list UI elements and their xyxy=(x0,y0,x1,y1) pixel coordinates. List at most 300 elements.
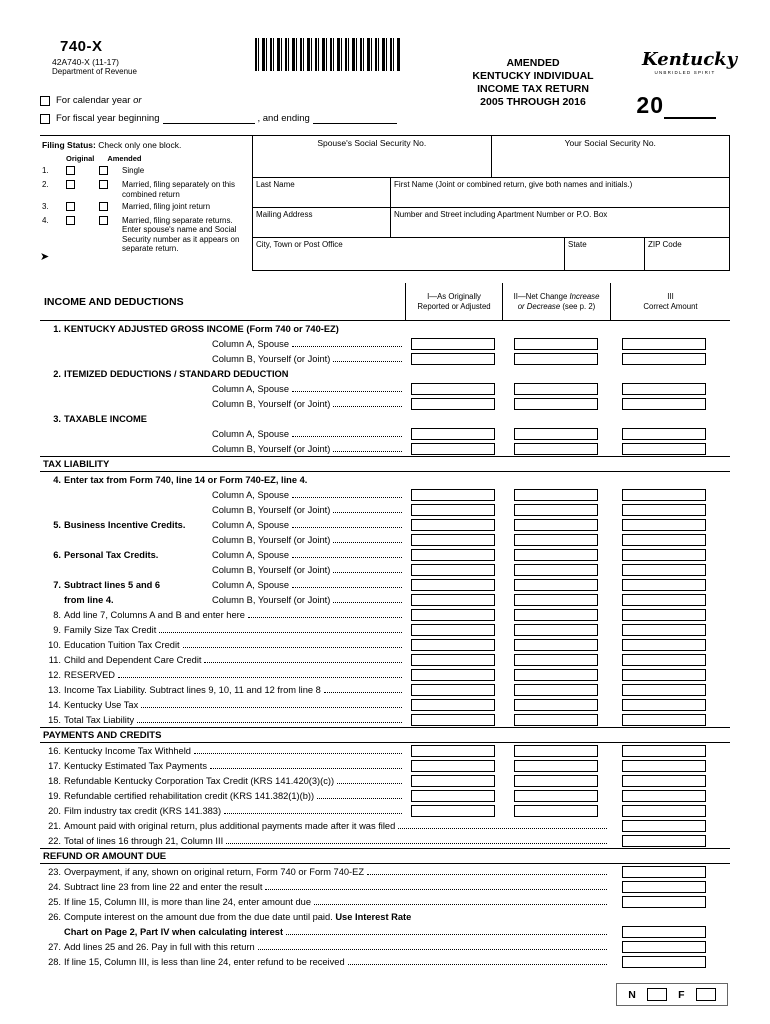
amount-box-col3[interactable] xyxy=(622,835,706,847)
amount-box-col2[interactable] xyxy=(514,654,598,666)
filing-status-heading-bold: Filing Status: xyxy=(42,140,96,150)
form-line-row xyxy=(40,502,730,517)
calendar-year-label: For calendar year xyxy=(56,95,134,106)
amount-slot xyxy=(610,835,730,847)
title-line-2: KENTUCKY INDIVIDUAL xyxy=(472,70,594,82)
form-line-row xyxy=(40,381,730,396)
amount-box-col1[interactable] xyxy=(411,398,495,410)
form-line-row xyxy=(40,667,730,682)
amount-slot xyxy=(610,398,730,410)
dot-leader xyxy=(137,722,402,723)
amount-slot xyxy=(610,594,730,606)
amount-box-col1[interactable] xyxy=(411,534,495,546)
amount-box-col3[interactable] xyxy=(622,820,706,832)
amount-box-col2[interactable] xyxy=(514,579,598,591)
fiscal-year-checkbox[interactable] xyxy=(40,114,50,124)
fiscal-end-input[interactable] xyxy=(313,114,397,124)
amount-box-col2[interactable] xyxy=(514,624,598,636)
dot-leader xyxy=(118,677,402,678)
line-number: 16. xyxy=(48,745,61,756)
dot-leader xyxy=(292,497,402,498)
amount-box-col1[interactable] xyxy=(411,353,495,365)
state-field[interactable] xyxy=(564,238,644,271)
n-input-box[interactable] xyxy=(647,988,667,1001)
form-line-row xyxy=(40,894,730,909)
line-text: Add line 7, Columns A and B and enter here xyxy=(64,609,245,620)
amount-slot xyxy=(502,699,610,711)
section-band xyxy=(40,848,730,864)
amount-slot xyxy=(610,579,730,591)
amount-box-col1[interactable] xyxy=(411,443,495,455)
checkbox-cell xyxy=(56,202,89,213)
column2-decrease: or Decrease xyxy=(517,301,561,311)
zip-field[interactable] xyxy=(644,238,729,271)
amount-box-col3[interactable] xyxy=(622,353,706,365)
form-line-row xyxy=(40,622,730,637)
amount-slot xyxy=(610,881,730,893)
line-caption: Business Incentive Credits. xyxy=(64,519,186,530)
amount-slot xyxy=(502,805,610,817)
line-number: 18. xyxy=(48,775,61,786)
mailing-address-field[interactable] xyxy=(252,208,390,238)
amount-box-col1[interactable] xyxy=(411,489,495,501)
amount-box-col3[interactable] xyxy=(622,579,706,591)
amount-box-col1[interactable] xyxy=(411,549,495,561)
amount-box-col2[interactable] xyxy=(514,489,598,501)
line-number: 12. xyxy=(48,669,61,680)
title-line-4: 2005 THROUGH 2016 xyxy=(480,96,586,108)
amount-slot xyxy=(610,549,730,561)
column-sublabel: Column B, Yourself (or Joint) xyxy=(212,564,331,575)
amount-box-col1[interactable] xyxy=(411,745,495,757)
amount-box-col3[interactable] xyxy=(622,489,706,501)
option-label: Married, filing joint return xyxy=(122,201,211,211)
amount-slot xyxy=(610,338,730,350)
line-text: Subtract line 23 from line 22 and enter the result xyxy=(64,881,263,892)
filing-1-amended-checkbox[interactable] xyxy=(99,166,108,175)
your-ssn-field[interactable] xyxy=(491,136,730,178)
line-text: ITEMIZED DEDUCTIONS / STANDARD DEDUCTION xyxy=(64,368,289,379)
amount-box-col2[interactable] xyxy=(514,549,598,561)
line-number: 15. xyxy=(48,714,61,725)
amount-box-col2[interactable] xyxy=(514,775,598,787)
form-header xyxy=(40,36,738,135)
dot-leader xyxy=(226,843,607,844)
amount-slot xyxy=(610,866,730,878)
amount-box-col3[interactable] xyxy=(622,790,706,802)
form-line-row xyxy=(40,697,730,712)
amount-box-col3[interactable] xyxy=(622,609,706,621)
amount-box-col2[interactable] xyxy=(514,669,598,681)
amount-slot xyxy=(405,534,502,546)
line-number: 21. xyxy=(48,820,61,831)
dot-leader xyxy=(333,361,402,362)
amount-slot xyxy=(610,714,730,726)
amount-box-col1[interactable] xyxy=(411,519,495,531)
dot-leader xyxy=(265,889,607,890)
filing-2-amended-checkbox[interactable] xyxy=(99,180,108,189)
amount-box-col2[interactable] xyxy=(514,383,598,395)
line-text: If line 15, Column III, is more than line 24, enter amount due xyxy=(64,896,312,907)
form-line-row xyxy=(40,864,730,879)
amount-box-col3[interactable] xyxy=(622,564,706,576)
line-number: 11. xyxy=(48,654,61,665)
amount-box-col3[interactable] xyxy=(622,443,706,455)
amount-box-col3[interactable] xyxy=(622,398,706,410)
form-line-row xyxy=(40,939,730,954)
amount-box-col1[interactable] xyxy=(411,790,495,802)
top-section xyxy=(40,135,730,283)
zip-label: ZIP Code xyxy=(648,240,682,249)
column-sublabel: Column B, Yourself (or Joint) xyxy=(212,504,331,515)
amount-slot xyxy=(502,684,610,696)
kentucky-logo xyxy=(642,49,738,75)
dot-leader xyxy=(194,753,402,754)
amount-box-col1[interactable] xyxy=(411,564,495,576)
amount-slot xyxy=(610,654,730,666)
line-number: 22. xyxy=(48,835,61,846)
filing-3-original-checkbox[interactable] xyxy=(66,202,75,211)
amount-box-col2[interactable] xyxy=(514,564,598,576)
section-band xyxy=(40,727,730,743)
section-band xyxy=(40,456,730,472)
amount-box-col2[interactable] xyxy=(514,504,598,516)
tax-year-field xyxy=(636,92,716,119)
column-sublabel: Column B, Yourself (or Joint) xyxy=(212,398,331,409)
address-row xyxy=(252,208,729,238)
section-band-label: PAYMENTS AND CREDITS xyxy=(43,729,162,741)
line-caption: Subtract lines 5 and 6 xyxy=(64,579,161,590)
amount-slot xyxy=(405,519,502,531)
line-number: 17. xyxy=(48,760,61,771)
street-field[interactable] xyxy=(390,208,729,238)
dot-leader xyxy=(367,874,607,875)
amount-box-col1[interactable] xyxy=(411,338,495,350)
amount-slot xyxy=(610,428,730,440)
dot-leader xyxy=(248,617,402,618)
dot-leader xyxy=(348,964,607,965)
form-line-row xyxy=(40,321,730,336)
line-number: 8. xyxy=(53,609,61,620)
form-line-row xyxy=(40,517,730,532)
line-text: Kentucky Income Tax Withheld xyxy=(64,745,191,756)
amount-box-col2[interactable] xyxy=(514,594,598,606)
column-sublabel: Column B, Yourself (or Joint) xyxy=(212,534,331,545)
amount-slot xyxy=(610,820,730,832)
option-label: Married, filing separately on this combined return xyxy=(122,180,235,199)
last-name-field[interactable] xyxy=(252,178,390,208)
amount-box-col1[interactable] xyxy=(411,669,495,681)
amount-box-col3[interactable] xyxy=(622,594,706,606)
form-line-row xyxy=(40,909,730,924)
amount-box-col2[interactable] xyxy=(514,428,598,440)
option-number: 2. xyxy=(42,180,49,190)
dot-leader xyxy=(292,436,402,437)
amount-box-col1[interactable] xyxy=(411,579,495,591)
line-number: 3. xyxy=(53,413,61,424)
department-name: Department of Revenue xyxy=(52,67,137,76)
column3-header-line2: Correct Amount xyxy=(643,301,698,311)
amount-slot xyxy=(502,504,610,516)
filing-status-column-headers xyxy=(66,154,244,163)
amount-box-col1[interactable] xyxy=(411,775,495,787)
line-text: Overpayment, if any, shown on original return, Form 740 or Form 740-EZ xyxy=(64,866,365,877)
amount-box-col3[interactable] xyxy=(622,941,706,953)
line-number: 2. xyxy=(53,368,61,379)
amount-slot xyxy=(610,564,730,576)
f-label: F xyxy=(678,988,685,1001)
form-line-row xyxy=(40,547,730,562)
amount-slot xyxy=(405,775,502,787)
amount-slot xyxy=(405,338,502,350)
filing-4-original-checkbox[interactable] xyxy=(66,216,75,225)
amount-box-col3[interactable] xyxy=(622,956,706,968)
amount-box-col2[interactable] xyxy=(514,639,598,651)
filing-3-amended-checkbox[interactable] xyxy=(99,202,108,211)
amount-box-col2[interactable] xyxy=(514,519,598,531)
city-field[interactable] xyxy=(252,238,564,271)
form-line-row xyxy=(40,472,730,487)
dot-leader xyxy=(286,934,607,935)
line-number: 24. xyxy=(48,881,61,892)
section-band-label: REFUND OR AMOUNT DUE xyxy=(43,850,167,862)
column-sublabel: Column A, Spouse xyxy=(212,338,290,349)
form-line-row xyxy=(40,682,730,697)
amount-box-col3[interactable] xyxy=(622,519,706,531)
amount-slot xyxy=(610,519,730,531)
amount-slot xyxy=(610,699,730,711)
amount-slot xyxy=(405,383,502,395)
amount-box-col1[interactable] xyxy=(411,609,495,621)
dot-leader xyxy=(258,949,607,950)
amount-box-col3[interactable] xyxy=(622,338,706,350)
option-number: 4. xyxy=(42,216,49,226)
filing-status-option-3 xyxy=(42,202,244,213)
amount-box-col2[interactable] xyxy=(514,714,598,726)
amount-box-col3[interactable] xyxy=(622,549,706,561)
checkbox-cell xyxy=(89,202,122,213)
amount-slot xyxy=(502,534,610,546)
line-number: 4. xyxy=(53,474,61,485)
amount-box-col3[interactable] xyxy=(622,624,706,636)
amount-slot xyxy=(502,579,610,591)
amount-box-col3[interactable] xyxy=(622,684,706,696)
amount-slot xyxy=(502,564,610,576)
amount-box-col3[interactable] xyxy=(622,534,706,546)
f-input-box[interactable] xyxy=(696,988,716,1001)
column1-header-line1: I—As Originally xyxy=(427,292,481,301)
amount-box-col2[interactable] xyxy=(514,443,598,455)
amount-box-col2[interactable] xyxy=(514,805,598,817)
amount-slot xyxy=(405,639,502,651)
amount-box-col3[interactable] xyxy=(622,805,706,817)
filing-2-original-checkbox[interactable] xyxy=(66,180,75,189)
dot-leader xyxy=(333,542,402,543)
amount-box-col1[interactable] xyxy=(411,714,495,726)
amount-box-col3[interactable] xyxy=(622,504,706,516)
amount-box-col3[interactable] xyxy=(622,714,706,726)
checkbox-cell xyxy=(56,166,89,177)
checkbox-cell xyxy=(56,180,89,199)
column2-note: (see p. 2) xyxy=(560,301,596,311)
amount-box-col3[interactable] xyxy=(622,760,706,772)
street-label: Number and Street including Apartment Number or P.O. Box xyxy=(394,210,608,219)
amount-box-col3[interactable] xyxy=(622,896,706,908)
amount-box-col3[interactable] xyxy=(622,866,706,878)
amount-box-col3[interactable] xyxy=(622,669,706,681)
amount-box-col3[interactable] xyxy=(622,383,706,395)
column-sublabel: Column A, Spouse xyxy=(212,383,290,394)
amount-box-col2[interactable] xyxy=(514,398,598,410)
amount-slot xyxy=(405,579,502,591)
amount-slot xyxy=(405,504,502,516)
line-number: 9. xyxy=(53,624,61,635)
amount-slot xyxy=(502,609,610,621)
amount-box-col3[interactable] xyxy=(622,745,706,757)
filing-1-original-checkbox[interactable] xyxy=(66,166,75,175)
amount-box-col1[interactable] xyxy=(411,805,495,817)
column-sublabel: Column A, Spouse xyxy=(212,519,290,530)
title-line-1: AMENDED xyxy=(506,57,560,69)
amount-slot xyxy=(502,489,610,501)
amount-box-col1[interactable] xyxy=(411,383,495,395)
amount-box-col2[interactable] xyxy=(514,699,598,711)
amount-box-col2[interactable] xyxy=(514,760,598,772)
amount-box-col2[interactable] xyxy=(514,534,598,546)
fiscal-begin-input[interactable] xyxy=(163,114,255,124)
year-input[interactable] xyxy=(664,99,716,119)
line-number: 5. xyxy=(53,519,61,530)
last-name-label: Last Name xyxy=(256,180,295,189)
line-text: Kentucky Estimated Tax Payments xyxy=(64,760,207,771)
amount-slot xyxy=(502,745,610,757)
amount-slot xyxy=(405,564,502,576)
dot-leader xyxy=(159,632,402,633)
form-line-row xyxy=(40,351,730,366)
option-label: Single xyxy=(122,166,145,175)
amount-box-col1[interactable] xyxy=(411,760,495,772)
amount-slot xyxy=(405,699,502,711)
amount-slot xyxy=(502,443,610,455)
column3-header-line1: III xyxy=(667,292,674,301)
amount-slot xyxy=(405,790,502,802)
dot-leader xyxy=(292,346,402,347)
amount-box-col2[interactable] xyxy=(514,790,598,802)
amount-box-col3[interactable] xyxy=(622,926,706,938)
your-ssn-label: Your Social Security No. xyxy=(564,138,656,148)
amount-slot xyxy=(502,428,610,440)
amount-box-col1[interactable] xyxy=(411,624,495,636)
amount-slot xyxy=(610,684,730,696)
amount-box-col2[interactable] xyxy=(514,745,598,757)
filing-status-option-1 xyxy=(42,166,244,177)
amount-slot xyxy=(405,760,502,772)
first-name-field[interactable] xyxy=(390,178,729,208)
filing-status-block xyxy=(40,136,252,283)
amount-slot xyxy=(405,805,502,817)
line-text: Amount paid with original return, plus additional payments made after it was filed xyxy=(64,820,396,831)
amount-box-col1[interactable] xyxy=(411,654,495,666)
line-text: Child and Dependent Care Credit xyxy=(64,654,202,665)
amount-box-col1[interactable] xyxy=(411,699,495,711)
amount-box-col1[interactable] xyxy=(411,684,495,696)
column2-increase: Increase xyxy=(569,292,600,301)
amount-box-col3[interactable] xyxy=(622,428,706,440)
amount-box-col3[interactable] xyxy=(622,699,706,711)
line-text: Add lines 25 and 26. Pay in full with this return xyxy=(64,941,255,952)
amount-box-col3[interactable] xyxy=(622,881,706,893)
calendar-year-checkbox[interactable] xyxy=(40,96,50,106)
amount-slot xyxy=(610,353,730,365)
option-number: 3. xyxy=(42,201,49,211)
spouse-ssn-field[interactable] xyxy=(252,136,491,178)
form-line-row xyxy=(40,637,730,652)
amount-slot xyxy=(405,669,502,681)
form-line-row xyxy=(40,441,730,456)
checkbox-cell xyxy=(89,216,122,253)
amount-slot xyxy=(405,745,502,757)
amount-slot xyxy=(610,639,730,651)
amount-box-col1[interactable] xyxy=(411,428,495,440)
column-sublabel: Column B, Yourself (or Joint) xyxy=(212,353,331,364)
amount-box-col3[interactable] xyxy=(622,775,706,787)
amount-box-col2[interactable] xyxy=(514,353,598,365)
filing-4-amended-checkbox[interactable] xyxy=(99,216,108,225)
dot-leader xyxy=(141,707,402,708)
column2-header-line2 xyxy=(503,302,610,312)
original-column-header: Original xyxy=(66,154,95,163)
line-number: 19. xyxy=(48,790,61,801)
amount-slot xyxy=(405,398,502,410)
amount-slot xyxy=(502,398,610,410)
amount-box-col3[interactable] xyxy=(622,639,706,651)
line-text: Enter tax from Form 740, line 14 or Form 740-EZ, line 4. xyxy=(64,474,308,485)
line-text: Income Tax Liability. Subtract lines 9, 10, 11 and 12 from line 8 xyxy=(64,684,321,695)
amount-slot xyxy=(610,534,730,546)
amount-slot xyxy=(610,504,730,516)
filing-status-heading xyxy=(42,140,244,150)
amount-box-col3[interactable] xyxy=(622,654,706,666)
checkbox-cell xyxy=(89,166,122,177)
amount-slot xyxy=(405,624,502,636)
amount-slot xyxy=(405,489,502,501)
amount-box-col1[interactable] xyxy=(411,504,495,516)
amount-box-col1[interactable] xyxy=(411,639,495,651)
amount-box-col1[interactable] xyxy=(411,594,495,606)
column3-header xyxy=(610,283,730,320)
line-text: TAXABLE INCOME xyxy=(64,413,147,424)
option-number: 1. xyxy=(42,166,49,175)
amount-box-col2[interactable] xyxy=(514,684,598,696)
form-id-block xyxy=(52,38,137,76)
amount-box-col2[interactable] xyxy=(514,338,598,350)
amount-slot xyxy=(610,609,730,621)
city-state-zip-row xyxy=(252,238,729,271)
form-line-row xyxy=(40,532,730,547)
amount-slot xyxy=(502,353,610,365)
amount-slot xyxy=(610,383,730,395)
line-text: KENTUCKY ADJUSTED GROSS INCOME (Form 740 or 740-EZ) xyxy=(64,323,339,334)
form-line-row xyxy=(40,592,730,607)
amount-slot xyxy=(610,760,730,772)
dot-leader xyxy=(210,768,402,769)
dot-leader xyxy=(314,904,607,905)
n-label: N xyxy=(628,988,636,1001)
spouse-ssn-label: Spouse's Social Security No. xyxy=(317,138,427,148)
amount-box-col2[interactable] xyxy=(514,609,598,621)
line-number: 14. xyxy=(48,699,61,710)
barcode xyxy=(255,38,401,71)
